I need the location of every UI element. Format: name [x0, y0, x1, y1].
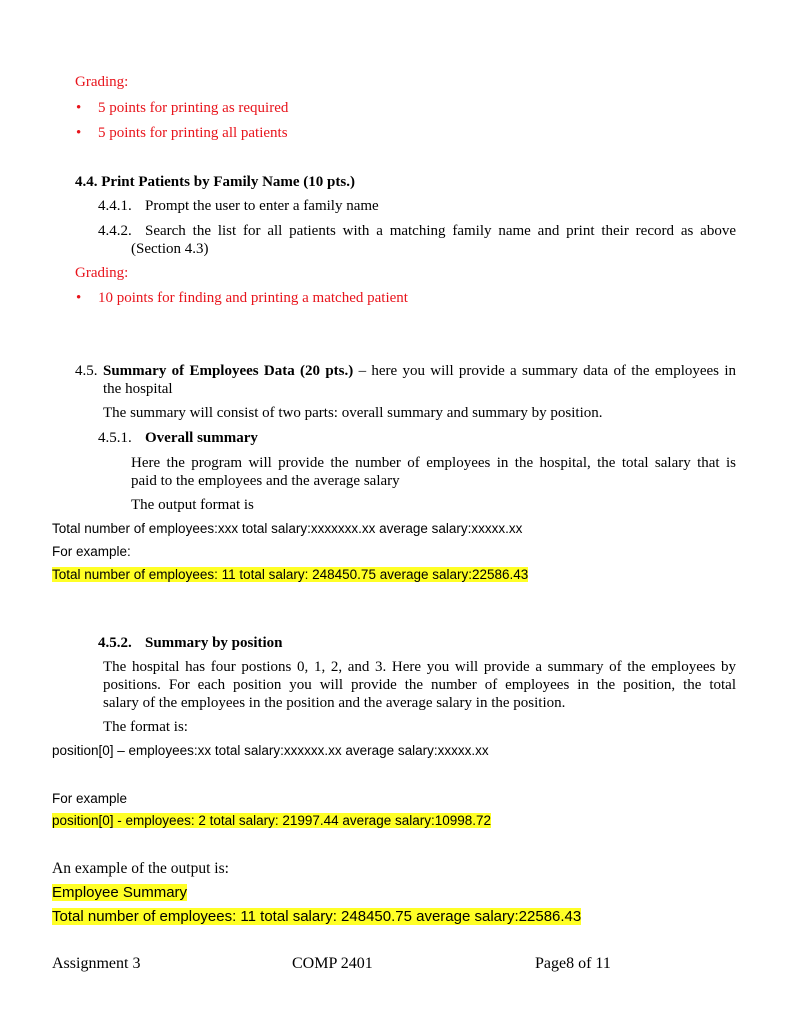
subsection-heading: [98, 634, 283, 652]
section-intro: The summary will consist of two parts: overall summary and summary by position.: [103, 405, 603, 421]
bullet-icon: •: [76, 100, 82, 116]
bullet-icon: •: [76, 290, 82, 306]
section-heading: [75, 362, 736, 380]
grading-bullet-text: 10 points for finding and printing a matched patient: [98, 290, 408, 306]
footer-center: COMP 2401: [292, 955, 373, 972]
subsection-heading: [98, 429, 258, 447]
example-label: For example:: [52, 544, 131, 559]
section-title-continued: the hospital: [103, 381, 173, 397]
subsection-item: [98, 222, 736, 240]
subsection-desc: salary of the employees in the position and the average salary in the position.: [103, 695, 566, 711]
example-output: [52, 566, 528, 584]
grading-label: Grading:: [75, 74, 129, 90]
section-title-rest: – here you will provide a summary data of the employees in: [353, 363, 736, 379]
item-number: 4.5.2.: [98, 635, 132, 651]
highlighted-text: position[0] - employees: 2 total salary: 21997.44 average salary:10998.72: [52, 813, 492, 828]
footer-right: Page8 of 11: [535, 955, 611, 972]
highlighted-text: Total number of employees: 11 total salary: 248450.75 average salary:22586.43: [52, 567, 529, 582]
output-label: An example of the output is:: [52, 860, 229, 877]
section-title-line: [103, 362, 736, 380]
format-label: The format is:: [103, 719, 188, 735]
output-format: position[0] – employees:xx total salary:xxxxxx.xx average salary:xxxxx.xx: [52, 743, 489, 758]
subsection-title: Summary by position: [145, 635, 283, 651]
bullet-icon: •: [76, 125, 82, 141]
subsection-desc: Here the program will provide the number of employees in the hospital, the total salary that is: [131, 455, 736, 471]
subsection-desc: The hospital has four postions 0, 1, 2, and 3. Here you will provide a summary of the employees by: [103, 659, 736, 675]
example-label: For example: [52, 791, 128, 806]
item-number: 4.4.2.: [98, 223, 132, 239]
subsection-item: [98, 197, 379, 215]
grading-bullet-text: 5 points for printing as required: [98, 100, 289, 116]
item-text: Search the list for all patients with a matching family name and print their record as above: [145, 223, 736, 239]
section-title: Summary of Employees Data (20 pts.): [103, 363, 354, 379]
subsection-desc: positions. For each position you will provide the number of employees in the position, the total: [103, 677, 736, 693]
section-number: 4.5.: [75, 363, 98, 379]
grading-label: Grading:: [75, 265, 129, 281]
example-output: [52, 908, 581, 926]
item-number: 4.4.1.: [98, 198, 132, 214]
item-number: 4.5.1.: [98, 430, 132, 446]
example-output: [52, 812, 491, 830]
item-text: Prompt the user to enter a family name: [145, 198, 379, 214]
footer-left: Assignment 3: [52, 955, 141, 972]
grading-bullet-text: 5 points for printing all patients: [98, 125, 288, 141]
output-format: Total number of employees:xxx total salary:xxxxxxx.xx average salary:xxxxx.xx: [52, 521, 523, 536]
item-text: (Section 4.3): [131, 241, 209, 257]
highlighted-text: Total number of employees: 11 total salary: 248450.75 average salary:22586.43: [52, 908, 582, 925]
highlighted-text: Employee Summary: [52, 884, 188, 901]
subsection-title: Overall summary: [145, 430, 258, 446]
example-output: [52, 884, 187, 902]
subsection-desc: paid to the employees and the average salary: [131, 473, 400, 489]
format-label: The output format is: [131, 497, 254, 513]
section-heading: 4.4. Print Patients by Family Name (10 pts.): [75, 174, 355, 190]
